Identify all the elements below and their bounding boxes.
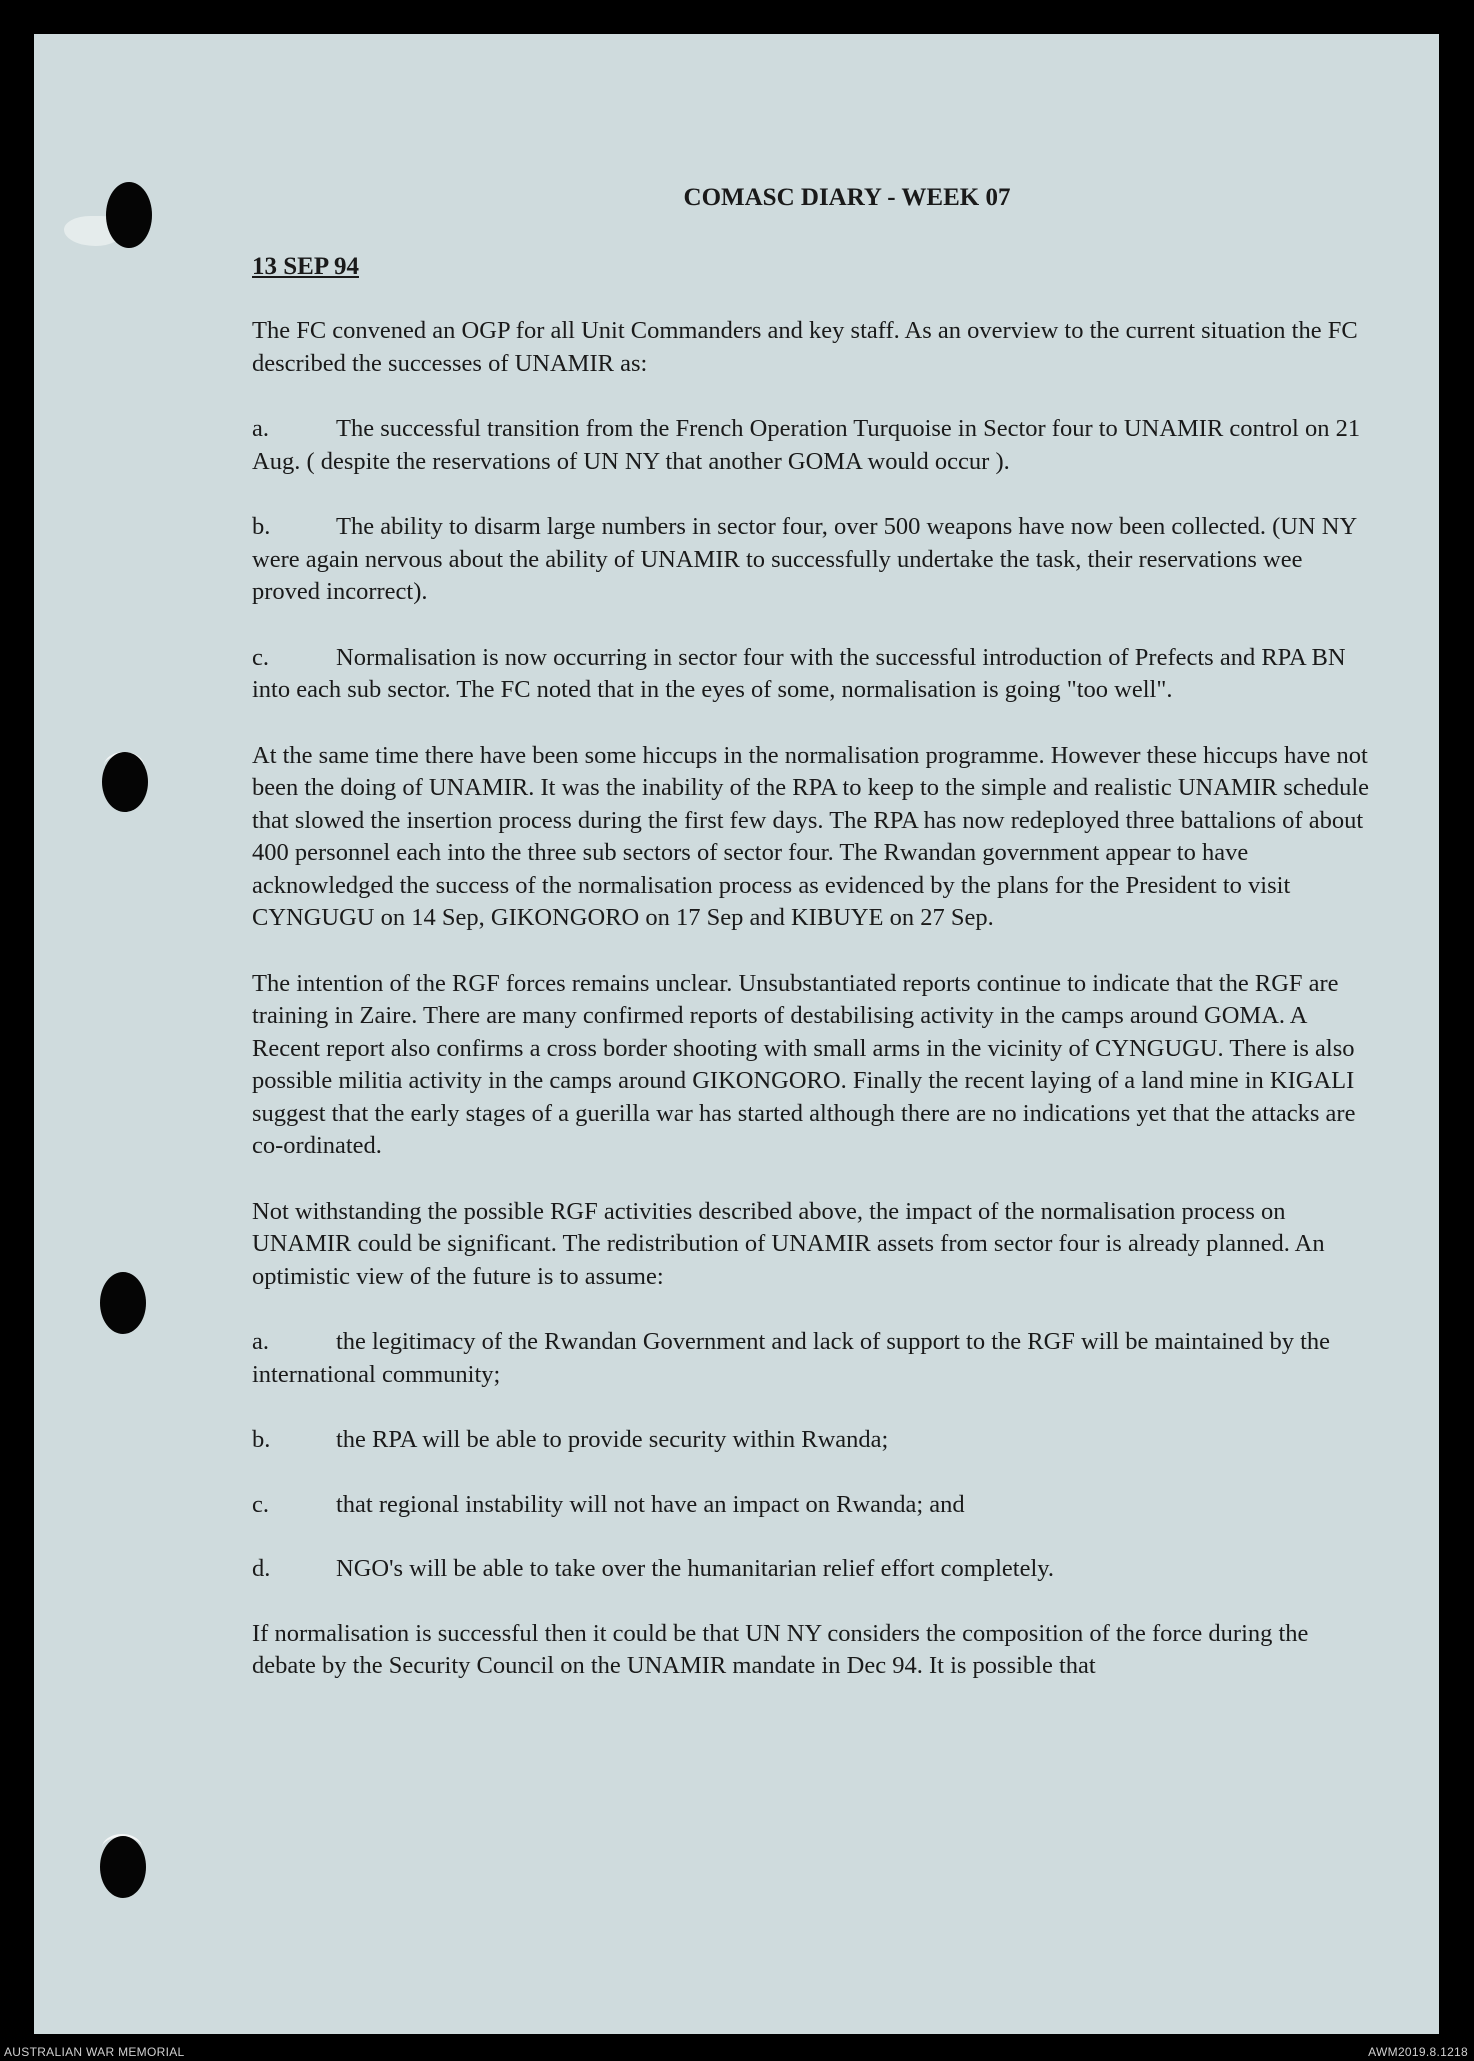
list-item (252, 1553, 1372, 1586)
final-paragraph: If normalisation is successful then it could be that UN NY considers the composition of the force during the debate by the Security Council on the UNAMIR mandate in Dec 94. It is possible that (252, 1619, 1309, 1679)
page-title: COMASC DIARY - WEEK 07 (683, 184, 1011, 211)
archive-credit: AUSTRALIAN WAR MEMORIAL (4, 2045, 185, 2059)
list-item (252, 413, 1372, 478)
list-item-text: The ability to disarm large numbers in sector four, over 500 weapons have now been collected. (UN NY were again nervous about the ability of UNAMIR to successfully undertake the task, their reservations wee proved incorrect). (252, 513, 1357, 605)
rgf-paragraph: The intention of the RGF forces remains unclear. Unsubstantiated reports continue to indicate that the RGF are training in Zaire. There are many confirmed reports of destabilising activity in the camps around GOMA. A Recent report also confirms a cross border shooting with small arms in the vicinity of CYNGUGU. There is also possible militia activity in the camps around GIKONGORO. Finally the recent laying of a land mine in KIGALI suggest that the early stages of a guerilla war has started although there are no indications yet that the attacks are co-ordinated. (252, 969, 1356, 1159)
list-item-label: b. (252, 513, 271, 540)
list-item-label: c. (252, 1490, 269, 1518)
punch-hole (100, 1272, 146, 1334)
list-item-text: the legitimacy of the Rwandan Government and lack of support to the RGF will be maintained by the international community; (252, 1328, 1331, 1388)
document-page (34, 34, 1439, 2034)
list-item-label: a. (252, 1328, 269, 1355)
list-item (252, 1326, 1372, 1391)
list-item-text: that regional instability will not have an impact on Rwanda; and (336, 1490, 965, 1518)
list-item-label: b. (252, 1426, 271, 1453)
punch-hole (100, 1836, 146, 1898)
list-item-label: c. (252, 643, 269, 671)
list-item (252, 1489, 1372, 1522)
punch-hole (106, 182, 152, 248)
list-item (252, 1424, 1372, 1457)
list-item (252, 511, 1372, 609)
entry-date: 13 SEP 94 (252, 252, 359, 280)
punch-hole (102, 752, 148, 812)
hiccups-paragraph: At the same time there have been some hiccups in the normalisation programme. However these hiccups have not been the doing of UNAMIR. It was the inability of the RPA to keep to the simple and realistic UNAMIR schedule that slowed the insertion process during the first few days. The RPA has now redeployed three battalions of about 400 personnel each into the three sub sectors of sector four. The Rwandan government appear to have acknowledged the success of the normalisation process as evidenced by the plans for the President to visit CYNGUGU on 14 Sep, GIKONGORO on 17 Sep and KIBUYE on 27 Sep. (252, 741, 1370, 931)
list-item-text: The successful transition from the French Operation Turquoise in Sector four to UNAMIR control on 21 Aug. ( despite the reservations of UN NY that another GOMA would occur ). (252, 415, 1361, 475)
impact-paragraph: Not withstanding the possible RGF activities described above, the impact of the normalisation process on UNAMIR could be significant. The redistribution of UNAMIR assets from sector four is already planned. An optimistic view of the future is to assume: (252, 1197, 1325, 1290)
list-item-text: Normalisation is now occurring in sector four with the successful introduction of Prefects and RPA BN into each sub sector. The FC noted that in the eyes of some, normalisation is going "too well". (252, 643, 1346, 703)
list-item-text: NGO's will be able to take over the humanitarian relief effort completely. (336, 1555, 1055, 1582)
list-item (252, 642, 1372, 707)
intro-paragraph: The FC convened an OGP for all Unit Commanders and key staff. As an overview to the current situation the FC described the successes of UNAMIR as: (252, 317, 1358, 377)
document-body (252, 182, 1372, 1716)
list-item-text: the RPA will be able to provide security within Rwanda; (336, 1426, 889, 1453)
list-item-label: a. (252, 415, 269, 442)
archive-reference: AWM2019.8.1218 (1368, 2045, 1468, 2059)
list-item-label: d. (252, 1555, 271, 1582)
